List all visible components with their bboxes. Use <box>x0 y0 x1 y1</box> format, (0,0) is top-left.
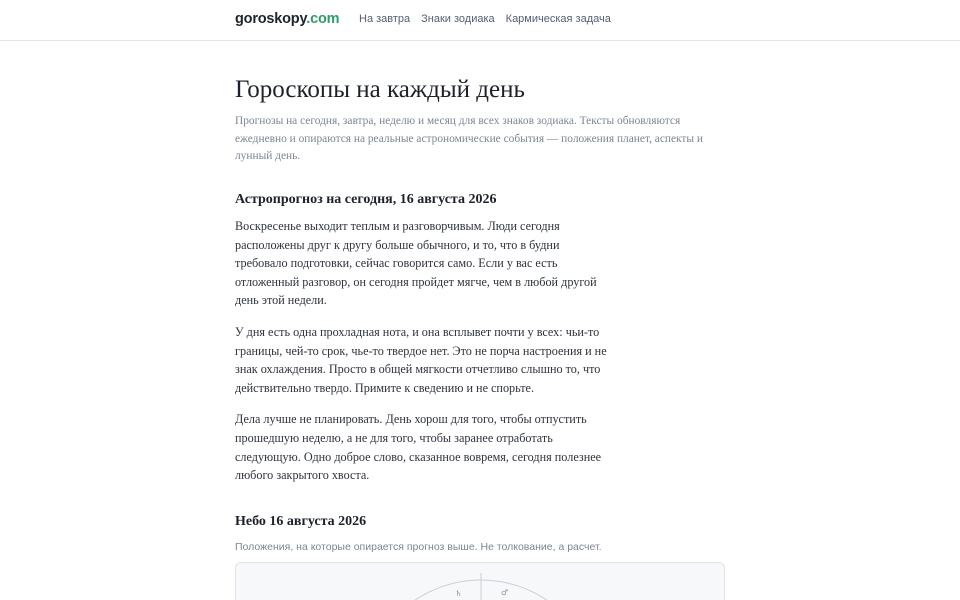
page-title: Гороскопы на каждый день <box>235 76 525 103</box>
mars-glyph-icon: ♂ <box>501 588 509 597</box>
top-bar <box>0 0 960 41</box>
site-logo[interactable] <box>235 11 339 27</box>
saturn-glyph-icon: ♄ <box>455 589 463 598</box>
sky-chart-card <box>235 562 725 600</box>
natal-wheel-chart <box>236 563 725 600</box>
logo-main-text: goroskopy <box>235 11 307 27</box>
sky-note: Положения, на которые опирается прогноз выше. Не толкование, а расчет. <box>235 541 602 553</box>
logo-tld-text: .com <box>306 11 340 27</box>
page-lead: Прогнозы на сегодня, завтра, неделю и месяц для всех знаков зодиака. Тексты обновляются ежедневно и опираются на реальные астрономические события — положения планет, аспекты и лунный день. <box>235 115 703 163</box>
forecast-text <box>235 217 615 498</box>
nav-link-karmic-task[interactable]: Кармическая задача <box>505 13 611 25</box>
nav-link-tomorrow[interactable]: На завтра <box>359 13 411 25</box>
forecast-heading: Астропрогноз на сегодня, 16 августа 2026 <box>235 192 497 207</box>
forecast-paragraph: Воскресенье выходит теплым и разговорчивым. Люди сегодня расположены друг к другу больше обычного, и то, что в будни требовало подготовки, сейчас говорится само. Если у вас есть отложенный разговор, он сегодня пройдет мягче, чем в любой другой день этой недели. <box>235 219 597 308</box>
forecast-paragraph: У дня есть одна прохладная нота, и она всплывет почти у всех: чьи-то границы, чей-то срок, чье-то твердое нет. Это не порча настроения и не знак охлаждения. Просто в общей мягкости отчетливо слышно то, что действительно твердо. Примите к сведению и не спорьте. <box>235 324 607 395</box>
nav-link-zodiac-signs[interactable]: Знаки зодиака <box>421 13 495 25</box>
main-nav <box>359 13 611 25</box>
forecast-paragraph: Дела лучше не планировать. День хорош для того, чтобы отпустить прошедшую неделю, а не для того, чтобы заранее отработать следующую. Одно доброе слово, сказанное вовремя, сегодня полезнее любого закрытого хвоста. <box>235 412 602 483</box>
sky-heading: Небо 16 августа 2026 <box>235 514 367 529</box>
